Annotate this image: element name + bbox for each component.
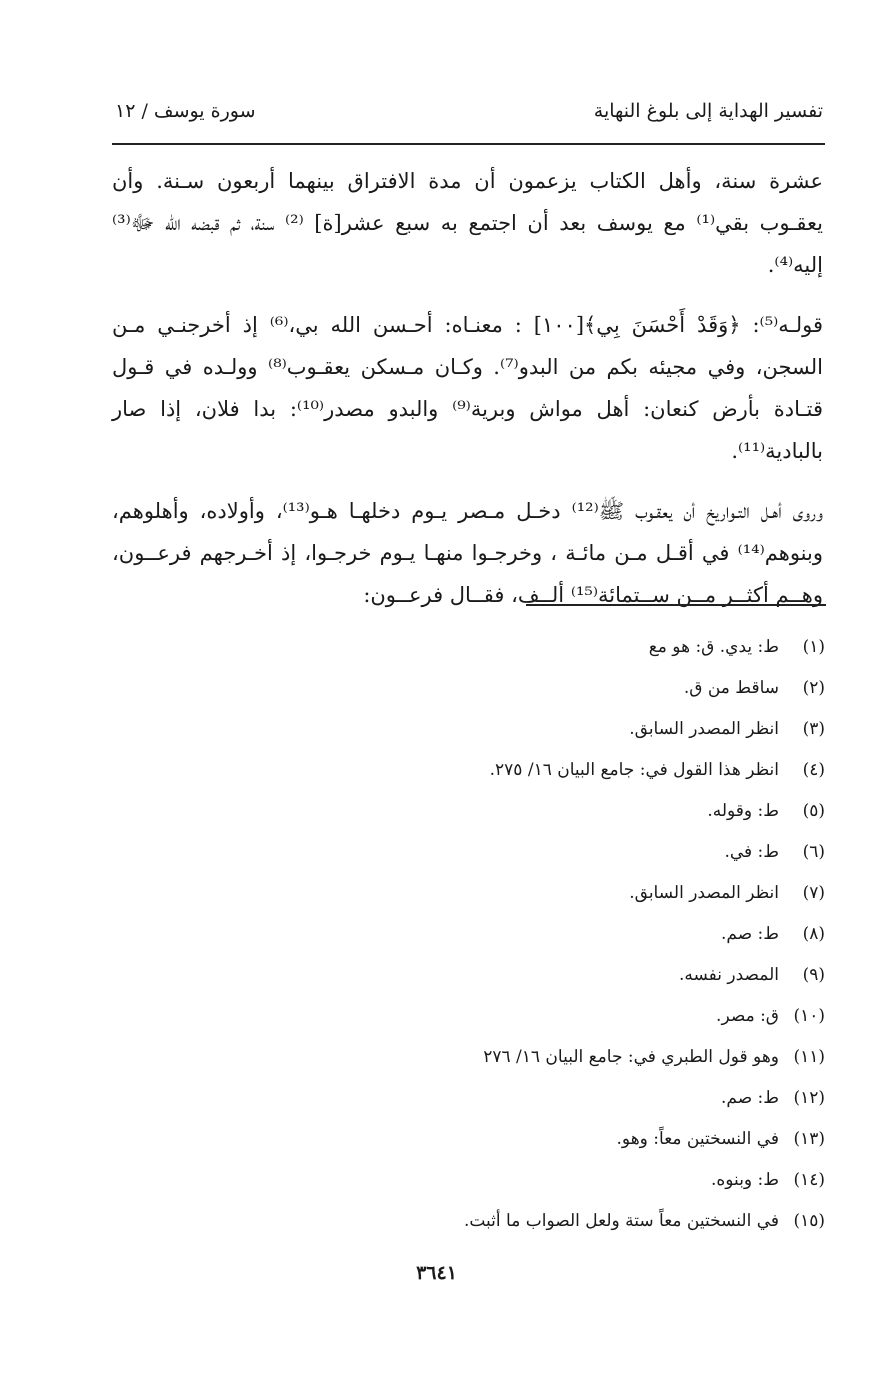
footnote-item <box>325 1200 825 1241</box>
footnote-item <box>325 1036 825 1077</box>
footnote-item <box>325 749 825 790</box>
footnote-number: (١) <box>802 636 825 657</box>
main-text <box>112 160 823 634</box>
footnote-text: في النسختين معاً ستة ولعل الصواب ما أثبت. <box>463 1210 779 1231</box>
footnote-number: (٤) <box>802 759 825 780</box>
paragraph: عشرة سنة، وأهل الكتاب يزعمون أن مدة الافتراق بينهما أربعون سـنة. وأن يعقـوب بقي⁽¹⁾ مع يوسف بعد أن اجتمع به سبع عشر[ة] ⁽²⁾ سنة، ثم قبضه الله ﷻ⁽³⁾ إليه⁽⁴⁾. <box>112 169 823 277</box>
footnote-text: ط: يدي. ق: هو مع <box>648 636 779 657</box>
footnote-item <box>325 954 825 995</box>
footnote-number: (١٣) <box>793 1128 825 1149</box>
footnote-text: ساقط من ق. <box>683 677 779 698</box>
footnote-text: المصدر نفسه. <box>678 964 779 985</box>
paragraph: وروى أهـل التـواريخ أن يعقـوب ﷺ⁽¹²⁾ دخـل مـصر يـوم دخلهـا هـو⁽¹³⁾، وأولاده، وأهلوهم، وبنوهم⁽¹⁴⁾ في أقـل مـن مائـة ، وخرجـوا منهـا يـوم خرجـوا، إذ أخـرجهم فرعــون، وهــم أكثــر مــن ســتمائة⁽¹⁵⁾ ألــف، فقــال فرعــون: <box>112 499 823 607</box>
footnotes-list <box>325 626 825 1241</box>
footnote-number: (٢) <box>802 677 825 698</box>
footnote-number: (١٥) <box>793 1210 825 1231</box>
footnote-text: ط: صم. <box>720 1087 779 1108</box>
footnote-number: (١٠) <box>793 1005 825 1026</box>
footnote-text: ط: في. <box>724 841 779 862</box>
running-header-title: تفسير الهداية إلى بلوغ النهاية <box>593 100 823 122</box>
footnote-item <box>325 1159 825 1200</box>
footnote-text: ط: صم. <box>720 923 779 944</box>
page-number: ٣٦٤١ <box>416 1262 457 1284</box>
footnote-item <box>325 995 825 1036</box>
paragraph: قولـه⁽⁵⁾: ﴿وَقَدْ أَحْسَنَ بِي﴾[١٠٠] : معنـاه: أحـسن الله بي،⁽⁶⁾ إذ أخرجنـي مـن السجن، وفي مجيئه بكم من البدو⁽⁷⁾. وكـان مـسكن يعقـوب⁽⁸⁾ وولـده في قـول قتـادة بأرض كنعان: أهل مواش وبرية⁽⁹⁾ والبدو مصدر⁽¹⁰⁾: بدا فلان، إذا صار بالبادية⁽¹¹⁾. <box>112 313 824 463</box>
footnote-number: (٨) <box>802 923 825 944</box>
footnote-item <box>325 1118 825 1159</box>
footnote-item <box>325 872 825 913</box>
footnote-text: انظر المصدر السابق. <box>629 718 779 739</box>
footnote-number: (٥) <box>802 800 825 821</box>
footnote-item <box>325 667 825 708</box>
footnote-number: (٣) <box>802 718 825 739</box>
footnote-number: (١١) <box>793 1046 825 1067</box>
footnote-number: (١٢) <box>793 1087 825 1108</box>
footnote-text: ط: وبنوه. <box>710 1169 779 1190</box>
footnote-divider <box>526 604 826 606</box>
footnote-text: انظر المصدر السابق. <box>629 882 779 903</box>
footnote-text: ق: مصر. <box>716 1005 779 1026</box>
footnote-text: انظر هذا القول في: جامع البيان ١٦/ ٢٧٥. <box>489 759 779 780</box>
footnote-item <box>325 1077 825 1118</box>
footnote-text: ط: وقوله. <box>707 800 779 821</box>
running-header-surah: سورة يوسف / ١٢ <box>115 100 256 122</box>
header-divider <box>112 143 825 145</box>
footnote-item <box>325 626 825 667</box>
footnote-number: (٧) <box>802 882 825 903</box>
footnote-number: (٦) <box>802 841 825 862</box>
footnote-item <box>325 790 825 831</box>
footnote-item <box>325 831 825 872</box>
footnote-text: في النسختين معاً: وهو. <box>616 1128 779 1149</box>
footnote-item <box>325 708 825 749</box>
footnote-number: (٩) <box>802 964 825 985</box>
footnote-text: وهو قول الطبري في: جامع البيان ١٦/ ٢٧٦ <box>483 1046 779 1067</box>
footnote-number: (١٤) <box>793 1169 825 1190</box>
footnote-item <box>325 913 825 954</box>
